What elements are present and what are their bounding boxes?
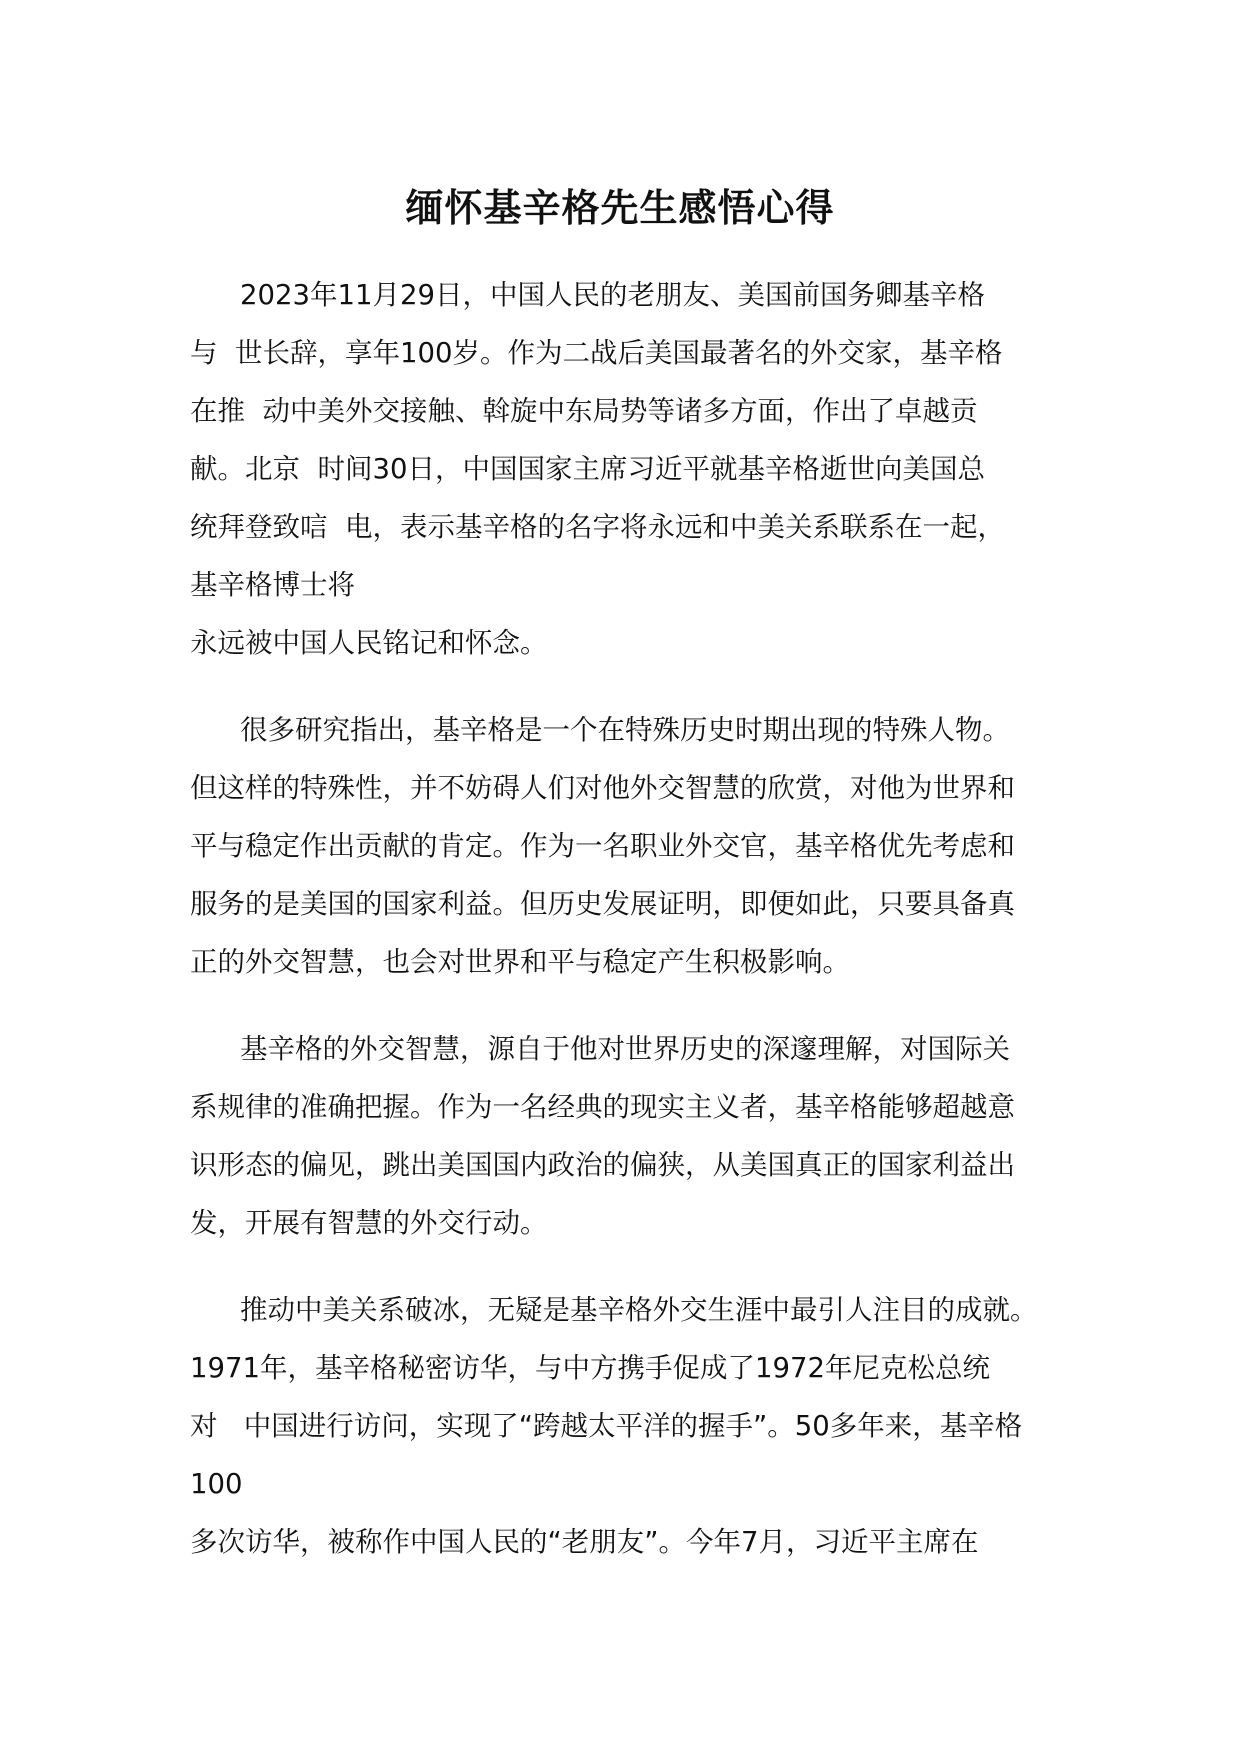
text-line: 100 [190,1468,243,1500]
document-title: 缅怀基辛格先生感悟心得 [405,186,835,230]
text-line: 统拜登致唁 电，表示基辛格的名字将永远和中美关系联系在一起， [190,511,1005,543]
paragraph-4 [190,1281,1090,1571]
paragraph-2 [190,701,1090,991]
text-line: 系规律的准确把握。作为一名经典的现实主义者，基辛格能够超越意 [190,1091,1015,1123]
text-line: 但这样的特殊性，并不妨碍人们对他外交智慧的欣赏，对他为世界和 [190,772,1015,804]
document-body [190,266,1090,1600]
text-line: 正的外交智慧，也会对世界和平与稳定产生积极影响。 [190,946,850,978]
text-line: 2023年11月29日，中国人民的老朋友、美国前国务卿基辛格 [240,279,985,311]
text-line: 平与稳定作出贡献的肯定。作为一名职业外交官，基辛格优先考虑和 [190,830,1015,862]
text-line: 基辛格博士将 [190,569,355,601]
text-line: 与 世长辞，享年100岁。作为二战后美国最著名的外交家，基辛格 [190,337,1003,369]
text-line: 多次访华，被称作中国人民的“老朋友”。今年7月，习近平主席在 [190,1526,979,1558]
text-line: 基辛格的外交智慧，源自于他对世界历史的深邃理解，对国际关 [240,1033,1010,1065]
paragraph-1 [190,266,1090,672]
text-line: 很多研究指出，基辛格是一个在特殊历史时期出现的特殊人物。 [240,714,1010,746]
text-line: 永远被中国人民铭记和怀念。 [190,627,548,659]
text-line: 献。北京 时间30日，中国国家主席习近平就基辛格逝世向美国总 [190,453,985,485]
text-line: 识形态的偏见，跳出美国国内政治的偏狭，从美国真正的国家利益出 [190,1149,1015,1181]
text-line: 服务的是美国的国家利益。但历史发展证明，即便如此，只要具备真 [190,888,1015,920]
text-line: 推动中美关系破冰，无疑是基辛格外交生涯中最引人注目的成就。 [240,1294,1038,1326]
text-line: 1971年，基辛格秘密访华，与中方携手促成了1972年尼克松总统 [190,1352,990,1384]
paragraph-3 [190,1020,1090,1252]
text-line: 在推 动中美外交接触、斡旋中东局势等诸多方面，作出了卓越贡 [190,395,978,427]
text-line: 发，开展有智慧的外交行动。 [190,1207,548,1239]
text-line: 对 中国进行访问，实现了“跨越太平洋的握手”。50多年来，基辛格 [190,1410,1023,1442]
